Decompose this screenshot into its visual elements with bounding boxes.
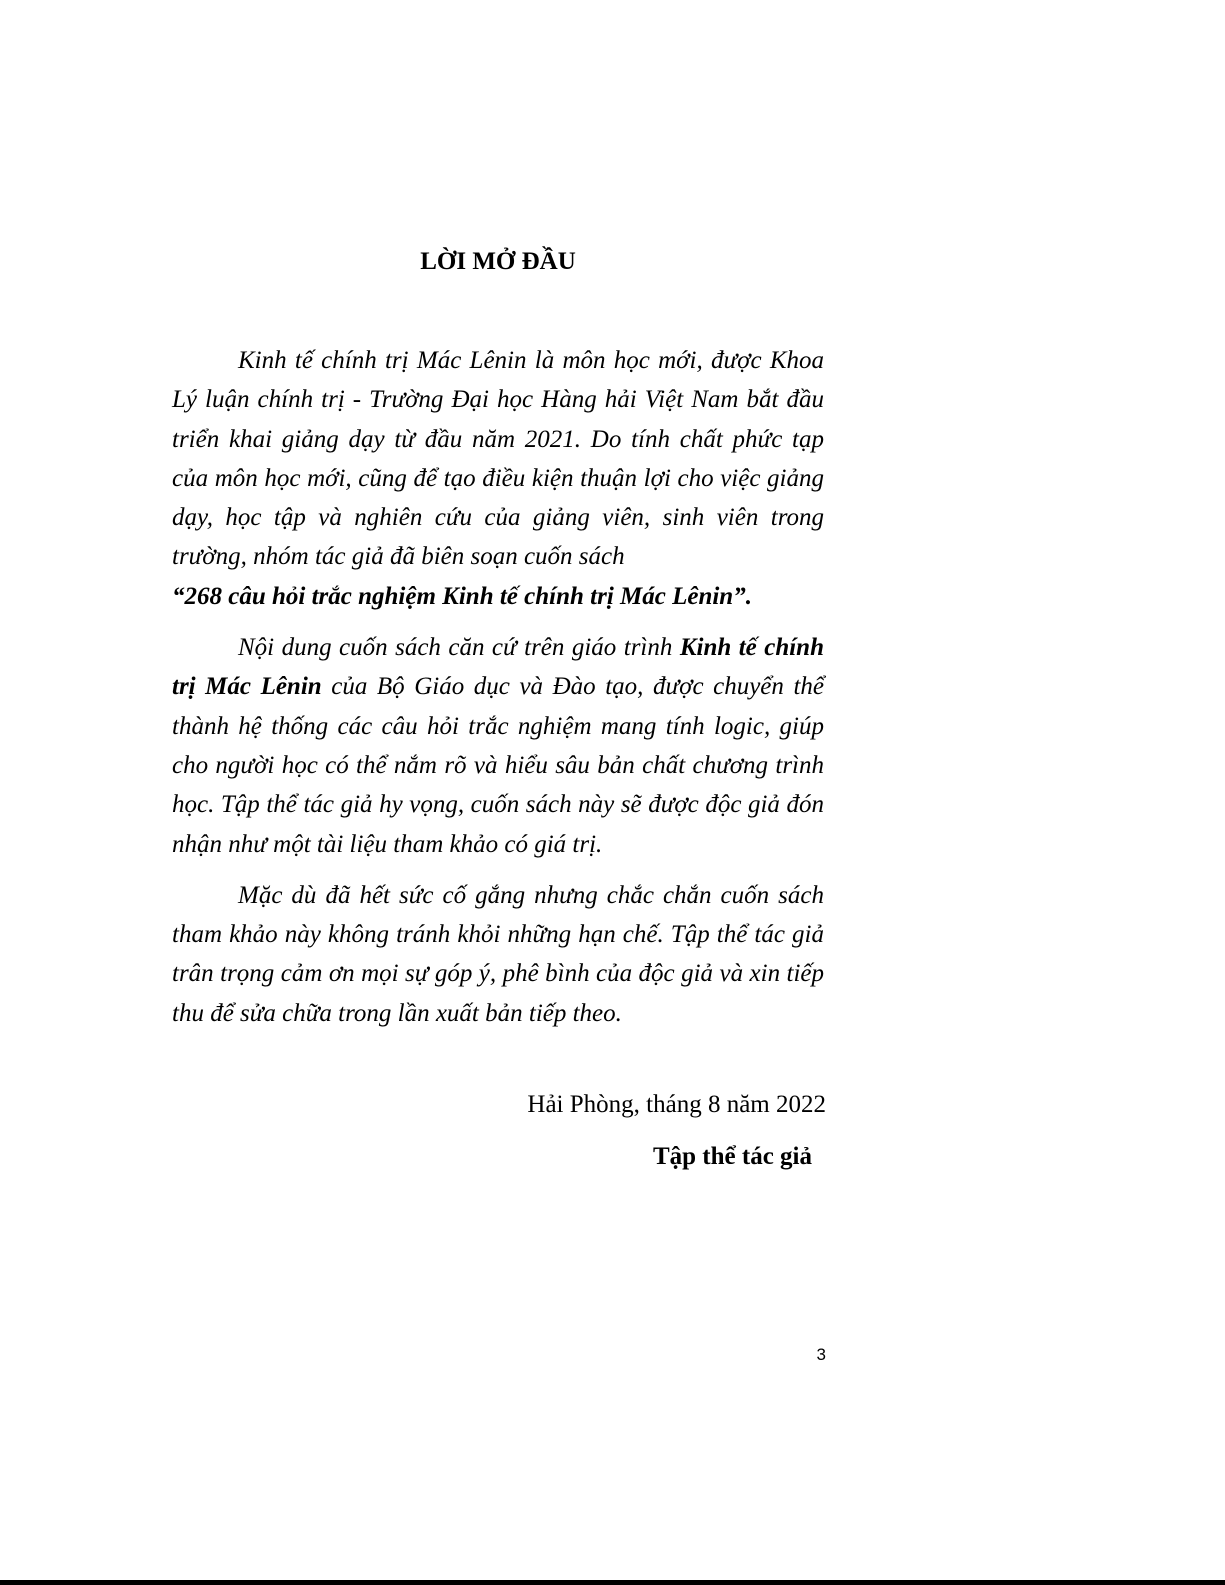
paragraph-3-text: Mặc dù đã hết sức cố gắng nhưng chắc chắn cuốn sách tham khảo này không tránh khỏi những hạn chế. Tập thể tác giả trân trọng cảm ơn mọi sự góp ý, phê bình của độc giả và xin tiếp thu để sửa chữa trong lần xuất bản tiếp theo. [172, 881, 824, 1027]
book-title: “268 câu hỏi trắc nghiệm Kinh tế chính trị Mác Lênin”. [172, 582, 752, 610]
paragraph-3 [172, 876, 824, 1033]
paragraph-2 [172, 628, 824, 864]
paragraph-1 [172, 341, 824, 616]
paragraph-2-after: của Bộ Giáo dục và Đào tạo, được chuyển thể thành hệ thống các câu hỏi trắc nghiệm mang tính logic, giúp cho người học có thể nắm rõ và hiểu sâu bản chất chương trình học. Tập thể tác giả hy vọng, cuốn sách này sẽ được độc giả đón nhận như một tài liệu tham khảo có giá trị. [172, 673, 824, 858]
paragraph-2-before: Nội dung cuốn sách căn cứ trên giáo trình [238, 634, 680, 662]
page-number: 3 [816, 1345, 826, 1364]
authors-signature: Tập thể tác giả [652, 1143, 812, 1170]
paragraph-1-text: Kinh tế chính trị Mác Lênin là môn học mới, được Khoa Lý luận chính trị - Trường Đại học Hàng hải Việt Nam bắt đầu triển khai giảng dạy từ đầu năm 2021. Do tính chất phức tạp của môn học mới, cũng để tạo điều kiện thuận lợi cho việc giảng dạy, học tập và nghiên cứu của giảng viên, sinh viên trong trường, nhóm tác giả đã biên soạn cuốn sách [172, 347, 824, 571]
bottom-border [0, 1580, 1225, 1585]
place-date: Hải Phòng, tháng 8 năm 2022 [527, 1091, 826, 1118]
page-title: LỜI MỞ ĐẦU [420, 248, 576, 275]
textbook-title: Kinh tế chính trị Mác Lênin [172, 634, 824, 701]
preface-body [172, 341, 824, 1045]
